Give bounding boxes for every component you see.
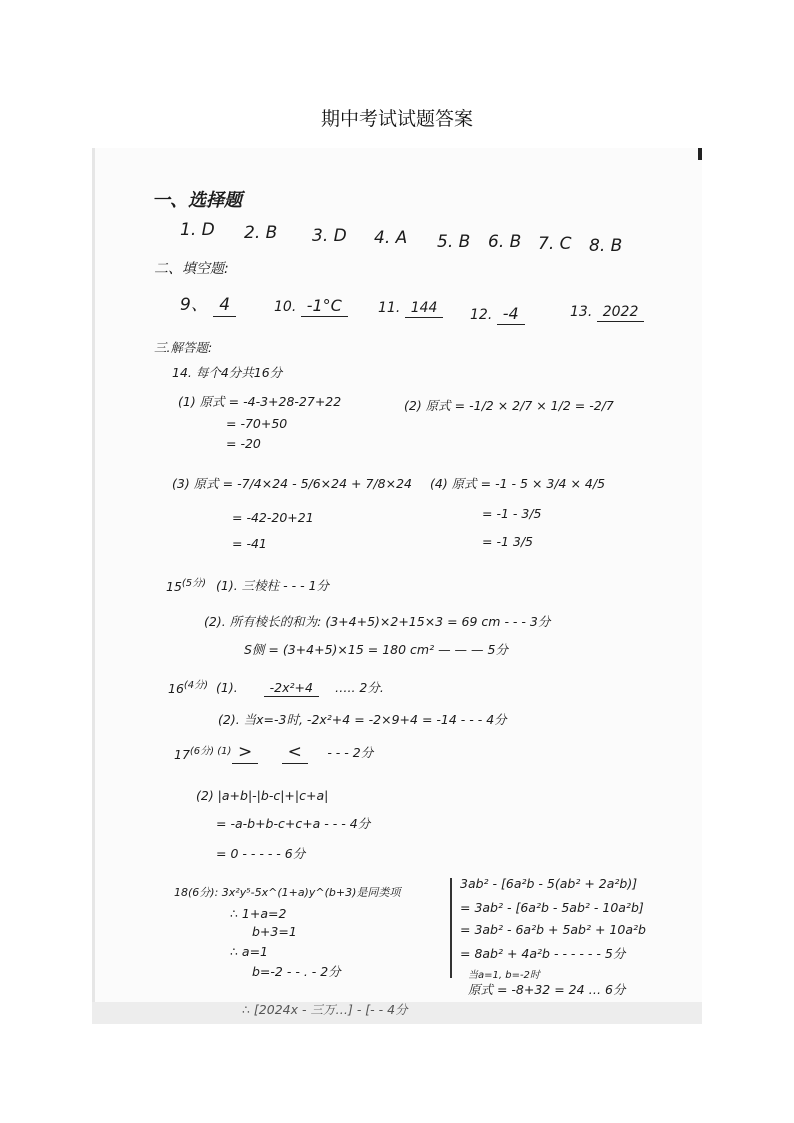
fill-blank-13-answer: 2022 xyxy=(597,304,645,322)
q18-right-line4: = 8ab² + 4a²b - - - - - - 5分 xyxy=(460,946,626,961)
photo-edge xyxy=(92,148,95,1024)
q17-answer-1: > xyxy=(232,742,258,764)
fill-blank-9-number: 9、 xyxy=(180,295,208,315)
fill-blank-12-number: 12. xyxy=(470,307,493,323)
q14-part3-line1: (3) 原式 = -7/4×24 - 5/6×24 + 7/8×24 xyxy=(172,476,412,491)
q18-left-line3: ∴ a=1 xyxy=(230,944,269,959)
fill-blank-12-answer: -4 xyxy=(497,304,525,325)
q18-right-line2: = 3ab² - [6a²b - 5ab² - 10a²b] xyxy=(460,900,644,915)
photo-corner-mark xyxy=(698,148,702,160)
q18-right-line5: 当a=1, b=-2时 xyxy=(468,970,540,981)
section2-heading: 二、填空题: xyxy=(154,261,229,277)
q14-header: 14. 每个4分共16分 xyxy=(172,365,283,380)
q15-line2: (2). 所有棱长的和为: (3+4+5)×2+15×3 = 69 cm - - - 3分 xyxy=(204,614,551,629)
mc-answer-6: 6. B xyxy=(488,232,522,252)
fill-blank-11-answer: 144 xyxy=(405,300,444,318)
mc-answer-2: 2. B xyxy=(244,223,278,243)
mc-answer-5: 5. B xyxy=(437,232,471,252)
cutoff-line: ∴ [2024x - 三万…] - [- - 4分 xyxy=(242,1002,408,1017)
fill-blank-10-answer: -1°C xyxy=(301,296,348,317)
q14-part4-line2: = -1 - 3/5 xyxy=(482,506,542,521)
section3-heading: 三.解答题: xyxy=(154,340,213,355)
q18-left-line4: b=-2 - - . - 2分 xyxy=(252,964,341,979)
q16-part1-answer: -2x²+4 xyxy=(264,680,319,697)
q17-answer-2: < xyxy=(282,742,308,764)
q14-part4-line1: (4) 原式 = -1 - 5 × 3/4 × 4/5 xyxy=(430,476,606,491)
q18-right-line1: 3ab² - [6a²b - 5(ab² + 2a²b)] xyxy=(460,876,638,891)
q18-header: 18(6分): 3x²y⁵-5x^(1+a)y^(b+3)是同类项 xyxy=(174,886,401,899)
q18-left-line2: b+3=1 xyxy=(252,924,297,939)
fill-blank-11-number: 11. xyxy=(378,300,401,316)
q15-line1: (1). 三棱柱 - - - 1分 xyxy=(216,578,330,593)
fill-blank-9-answer: 4 xyxy=(213,295,236,317)
mc-answer-4: 4. A xyxy=(374,228,408,248)
q17-line2: (2) |a+b|-|b-c|+|c+a| xyxy=(196,788,329,803)
q16-part1-score: ….. 2分. xyxy=(334,680,384,695)
q14-part4-line3: = -1 3/5 xyxy=(482,534,534,549)
q14-part3-line2: = -42-20+21 xyxy=(232,510,314,525)
q14-part3-line3: = -41 xyxy=(232,536,267,551)
fill-blank-10-number: 10. xyxy=(274,299,297,315)
q17-number: 17 xyxy=(174,747,190,763)
mc-answer-3: 3. D xyxy=(312,226,347,246)
q15-line3: S侧 = (3+4+5)×15 = 180 cm² — — — 5分 xyxy=(244,642,508,657)
mc-answer-7: 7. C xyxy=(538,234,572,254)
q18-left-line1: ∴ 1+a=2 xyxy=(230,906,287,921)
fill-blank-13-number: 13. xyxy=(570,304,593,320)
q14-part1-line1: (1) 原式 = -4-3+28-27+22 xyxy=(178,394,342,409)
q15-points: (5分) xyxy=(181,578,207,589)
q17-part1-score: - - - 2分 xyxy=(327,745,374,760)
mc-answer-8: 8. B xyxy=(589,236,623,256)
q16-points: (4分) xyxy=(183,680,209,691)
section1-heading: 一、选择题 xyxy=(152,190,242,211)
q17-line3: = -a-b+b-c+c+a - - - 4分 xyxy=(216,816,371,831)
q14-part1-line3: = -20 xyxy=(226,436,261,451)
q17-points: (6分) (1) xyxy=(189,746,232,757)
q17-line4: = 0 - - - - - 6分 xyxy=(216,846,306,861)
page-title: 期中考试试题答案 xyxy=(320,108,473,130)
q18-right-line6: 原式 = -8+32 = 24 … 6分 xyxy=(468,982,626,997)
q16-part1-label: (1). xyxy=(216,680,238,695)
q14-part2-line1: (2) 原式 = -1/2 × 2/7 × 1/2 = -2/7 xyxy=(404,398,614,413)
mc-answer-1: 1. D xyxy=(180,220,215,240)
q16-line2: (2). 当x=-3时, -2x²+4 = -2×9+4 = -14 - - - 4分 xyxy=(218,712,507,727)
q18-divider xyxy=(450,878,452,978)
q14-part1-line2: = -70+50 xyxy=(226,416,288,431)
answer-sheet-photo xyxy=(92,148,702,1024)
q18-right-line3: = 3ab² - 6a²b + 5ab² + 10a²b xyxy=(460,922,646,937)
q16-number: 16 xyxy=(168,681,184,697)
q15-number: 15 xyxy=(166,579,182,595)
